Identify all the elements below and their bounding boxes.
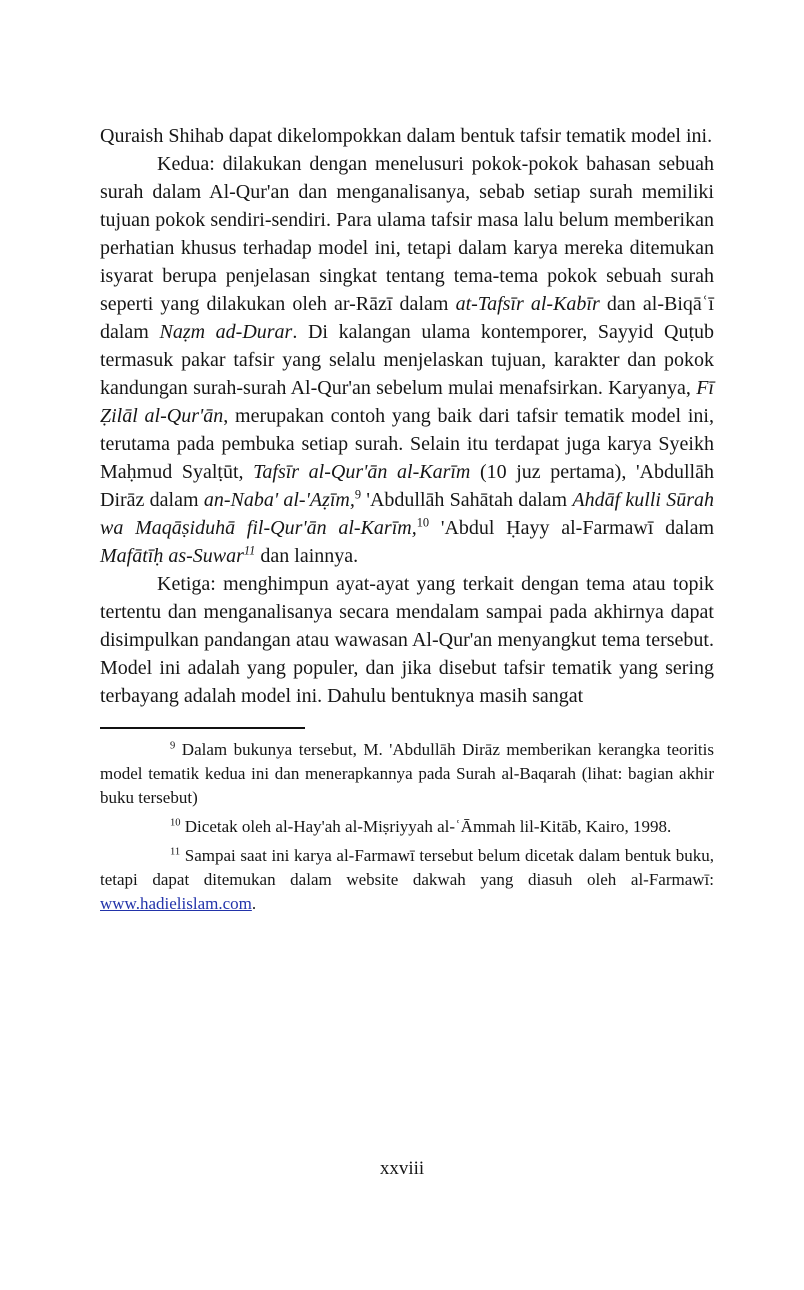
footnote-separator: [100, 727, 305, 729]
footnote: [100, 844, 714, 916]
footnote-ref: 10: [416, 515, 430, 530]
text-run: 'Abdullāh Sahātah dalam: [361, 489, 573, 511]
text-run: , merupakan contoh yang baik dari tafsir tematik model ini, terutama pada pembuka setiap surah. Selain itu terdapat juga karya Syeikh Maḥmud Syalṭūt,: [100, 405, 714, 483]
text-run: . Di kalangan ulama kontemporer, Sayyid Quṭub termasuk pakar tafsir yang selalu menjelaskan tujuan, karakter dan pokok kandungan surah-surah Al-Qur'an sebelum mulai menafsirkan. Karyanya,: [100, 321, 714, 399]
footnote-marker: 11: [170, 846, 181, 858]
text-run: Sampai saat ini karya al-Farmawī tersebut belum dicetak dalam bentuk buku, tetapi dapat ditemukan dalam website dakwah yang diasuh oleh al-Farmawī:: [100, 846, 714, 889]
footnote: [100, 815, 714, 839]
page-number: xxviii: [379, 1158, 425, 1179]
footnote-marker: 10: [170, 817, 181, 829]
text-run: dan al-Biqāʿī dalam: [100, 293, 714, 343]
paragraph: [100, 122, 714, 150]
text-run: at-Tafsīr al-Kabīr: [455, 293, 600, 315]
text-run: Mafātīḥ as-Suwar: [100, 545, 244, 567]
footnote-ref: 9: [354, 487, 362, 502]
paragraph: [100, 150, 714, 570]
text-run: dan lainnya.: [255, 545, 359, 567]
text-run: (10 juz pertama), 'Abdullāh Dirāz dalam: [100, 461, 714, 511]
text-run: Kedua: dilakukan dengan menelusuri pokok-pokok bahasan sebuah surah dalam Al-Qur'an dan menganalisanya, sebab setiap surah memiliki tujuan pokok sendiri-sendiri. Para ulama tafsir masa lalu belum memberikan perhatian khusus terhadap model ini, tetapi dalam karya mereka ditemukan isyarat berupa penjelasan singkat tentang tema-tema pokok sebuah surah seperti yang dilakukan oleh ar-Rāzī dalam: [100, 153, 714, 315]
text-run: 'Abdul Ḥayy al-Farmawī dalam: [429, 517, 715, 539]
text-run: an-Naba' al-'Aẓīm,: [203, 489, 355, 511]
text-block: [100, 122, 714, 916]
footnote-ref: 11: [243, 543, 256, 558]
text-run: Dicetak oleh al-Hay'ah al-Miṣriyyah al-ʿĀmmah lil-Kitāb, Kairo, 1998.: [180, 817, 672, 836]
text-run: Ahdāf kulli Sūrah wa Maqāṣiduhā fil-Qur'ān al-Karīm,: [100, 489, 715, 539]
paragraph: [100, 570, 714, 710]
text-run: Fī Ẓilāl al-Qur'ān: [100, 377, 714, 427]
text-run: .: [251, 894, 257, 913]
text-run: Naẓm ad-Durar: [159, 321, 293, 343]
text-run: Ketiga: menghimpun ayat-ayat yang terkait dengan tema atau topik tertentu dan menganalisanya secara mendalam sampai pada akhirnya dapat disimpulkan pandangan atau wawasan Al-Qur'an menyangkut tema tersebut. Model ini adalah yang populer, dan jika disebut tafsir tematik yang sering terbayang adalah model ini. Dahulu bentuknya masih sangat: [100, 573, 714, 707]
body-text: [100, 122, 714, 710]
footnote: [100, 738, 714, 810]
footnote-link[interactable]: www.hadielislam.com: [100, 894, 252, 913]
footnotes: [100, 738, 714, 916]
text-run: Quraish Shihab dapat dikelompokkan dalam bentuk tafsir tematik model ini.: [100, 125, 713, 147]
text-run: Dalam bukunya tersebut, M. 'Abdullāh Dirāz memberikan kerangka teoritis model tematik kedua ini dan menerapkannya pada Surah al-Baqarah (lihat: bagian akhir buku tersebut): [100, 740, 714, 807]
text-run: Tafsīr al-Qur'ān al-Karīm: [253, 461, 471, 483]
footnote-marker: 9: [170, 740, 176, 752]
